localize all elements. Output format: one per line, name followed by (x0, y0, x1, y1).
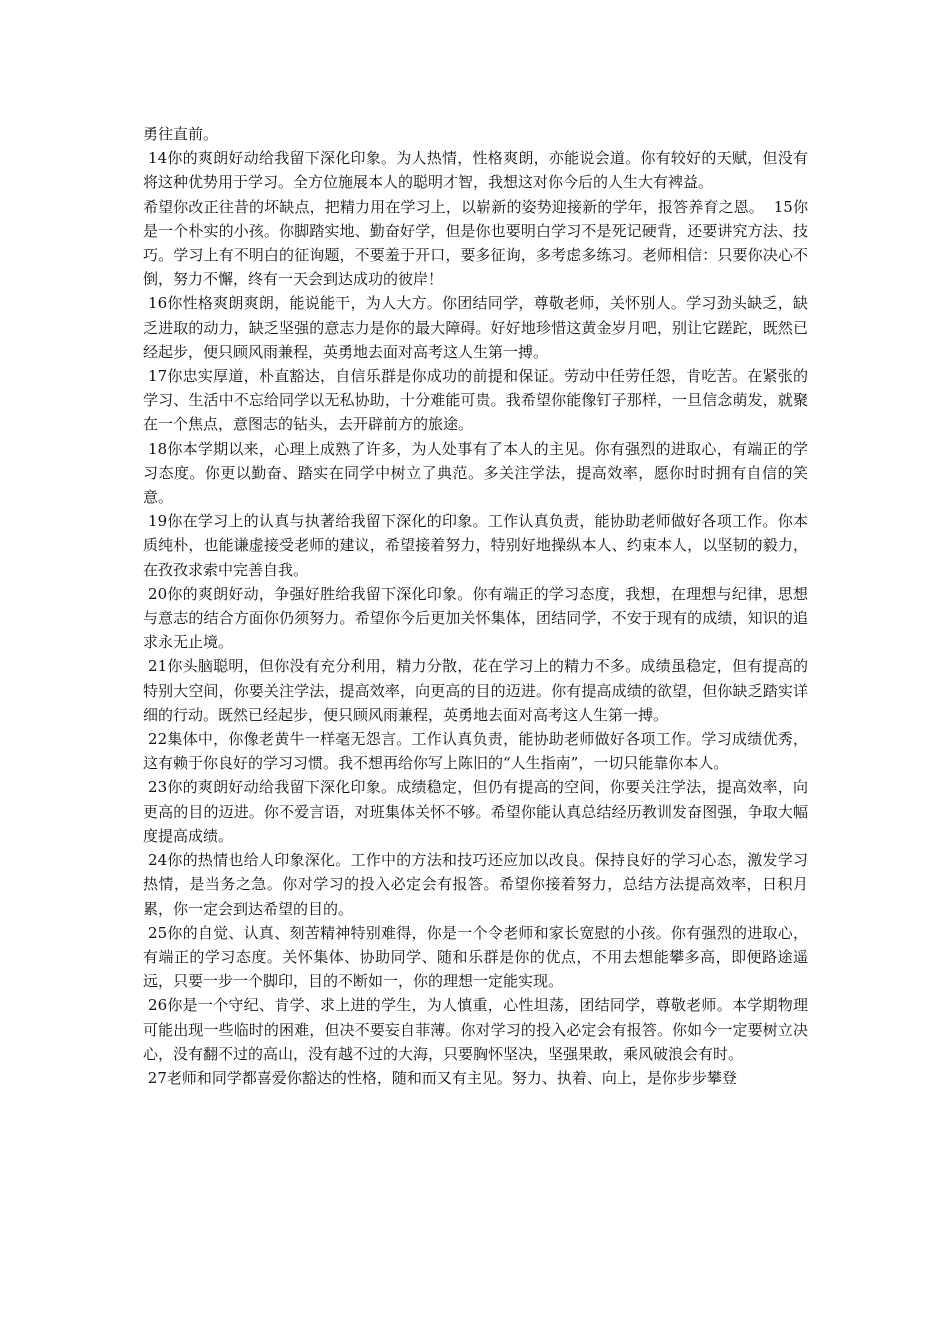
paragraph-10: 23你的爽朗好动给我留下深化印象。成绩稳定，但仍有提高的空间，你要关注学法，提高效率，向更高的目的迈进。你不爱言语，对班集体关怀不够。希望你能认真总结经历教训发奋图强，争取大幅度提高成绩。 (143, 778, 808, 845)
paragraph-13: 26你是一个守纪、肯学、求上进的学生，为人慎重，心性坦荡，团结同学，尊敬老师。本学期物理可能出现一些临时的困难，但决不要妄自菲薄。你对学习的投入必定会有报答。你如今一定要树立决心，没有翻不过的高山，没有越不过的大海，只要胸怀坚决，坚强果敢，乘风破浪会有时。 (143, 996, 808, 1063)
paragraph-7: 20你的爽朗好动，争强好胜给我留下深化印象。你有端正的学习态度，我想，在理想与纪律，思想与意志的结合方面你仍须努力。希望你今后更加关怀集体，团结同学，不安于现有的成绩，知识的追求永无止境。 (143, 584, 808, 652)
paragraph-4: 17你忠实厚道，朴直豁达，自信乐群是你成功的前提和保证。劳动中任劳任怨，肯吃苦。在紧张的学习、生活中不忘给同学以无私协助，十分难能可贵。我希望你能像钉子那样，一旦信念萌发，就聚在一个焦点，意图志的钻头，去开辟前方的旅途。 (143, 367, 808, 434)
paragraph-11: 24你的热情也给人印象深化。工作中的方法和技巧还应加以改良。保持良好的学习心态，激发学习热情，是当务之急。你对学习的投入必定会有报答。希望你接着努力，总结方法提高效率，日积月累，你一定会到达希望的目的。 (143, 851, 808, 918)
paragraph-1: 14你的爽朗好动给我留下深化印象。为人热情，性格爽朗，亦能说会道。你有较好的天赋，但没有将这种优势用于学习。全方位施展本人的聪明才智，我想这对你今后的人生大有裨益。 (143, 149, 808, 192)
paragraph-3: 16你性格爽朗爽朗，能说能干，为人大方。你团结同学，尊敬老师，关怀别人。学习劲头缺乏，缺乏进取的动力，缺乏坚强的意志力是你的最大障碍。好好地珍惜这黄金岁月吧，别让它蹉跎，既然已经起步，便只顾风雨兼程，英勇地去面对高考这人生第一搏。 (143, 294, 808, 361)
paragraph-2: 希望你改正往昔的坏缺点，把精力用在学习上，以崭新的姿势迎接新的学年，报答养育之恩。 15你是一个朴实的小孩。你脚踏实地、勤奋好学，但是你也要明白学习不是死记硬背，还要讲究方法、技巧。学习上有不明白的征询题，不要羞于开口，要多征询，多考虑多练习。老师相信：只要你决心不倒，努力不懈，终有一天会到达成功的彼岸！ (143, 197, 808, 289)
paragraph-9: 22集体中，你像老黄牛一样毫无怨言。工作认真负责，能协助老师做好各项工作。学习成绩优秀，这有赖于你良好的学习习惯。我不想再给你写上陈旧的“人生指南”，一切只能靠你本人。 (143, 730, 808, 773)
document-body (143, 122, 808, 1090)
paragraph-12: 25你的自觉、认真、刻苦精神特别难得，你是一个令老师和家长宽慰的小孩。你有强烈的进取心，有端正的学习态度。关怀集体、协助同学、随和乐群是你的优点，不用去想能攀多高，即便路途遥远，只要一步一个脚印，目的不断如一，你的理想一定能实现。 (143, 923, 808, 991)
paragraph-14: 27老师和同学都喜爱你豁达的性格，随和而又有主见。努力、执着、向上，是你步步攀登 (143, 1068, 737, 1087)
paragraph-6: 19你在学习上的认真与执著给我留下深化的印象。工作认真负责，能协助老师做好各项工作。你本质纯朴，也能谦虚接受老师的建议，希望接着努力，特别好地操纵本人、约束本人，以坚韧的毅力，在孜孜求索中完善自我。 (143, 512, 808, 579)
paragraph-0: 勇往直前。 (143, 125, 219, 143)
paragraph-5: 18你本学期以来，心理上成熟了许多，为人处事有了本人的主见。你有强烈的进取心，有端正的学习态度。你更以勤奋、踏实在同学中树立了典范。多关注学法，提高效率，愿你时时拥有自信的笑意。 (143, 439, 808, 507)
paragraph-8: 21你头脑聪明，但你没有充分利用，精力分散，花在学习上的精力不多。成绩虽稳定，但有提高的特别大空间，你要关注学法，提高效率，向更高的目的迈进。你有提高成绩的欲望，但你缺乏踏实详细的行动。既然已经起步，便只顾风雨兼程，英勇地去面对高考这人生第一搏。 (143, 657, 808, 724)
